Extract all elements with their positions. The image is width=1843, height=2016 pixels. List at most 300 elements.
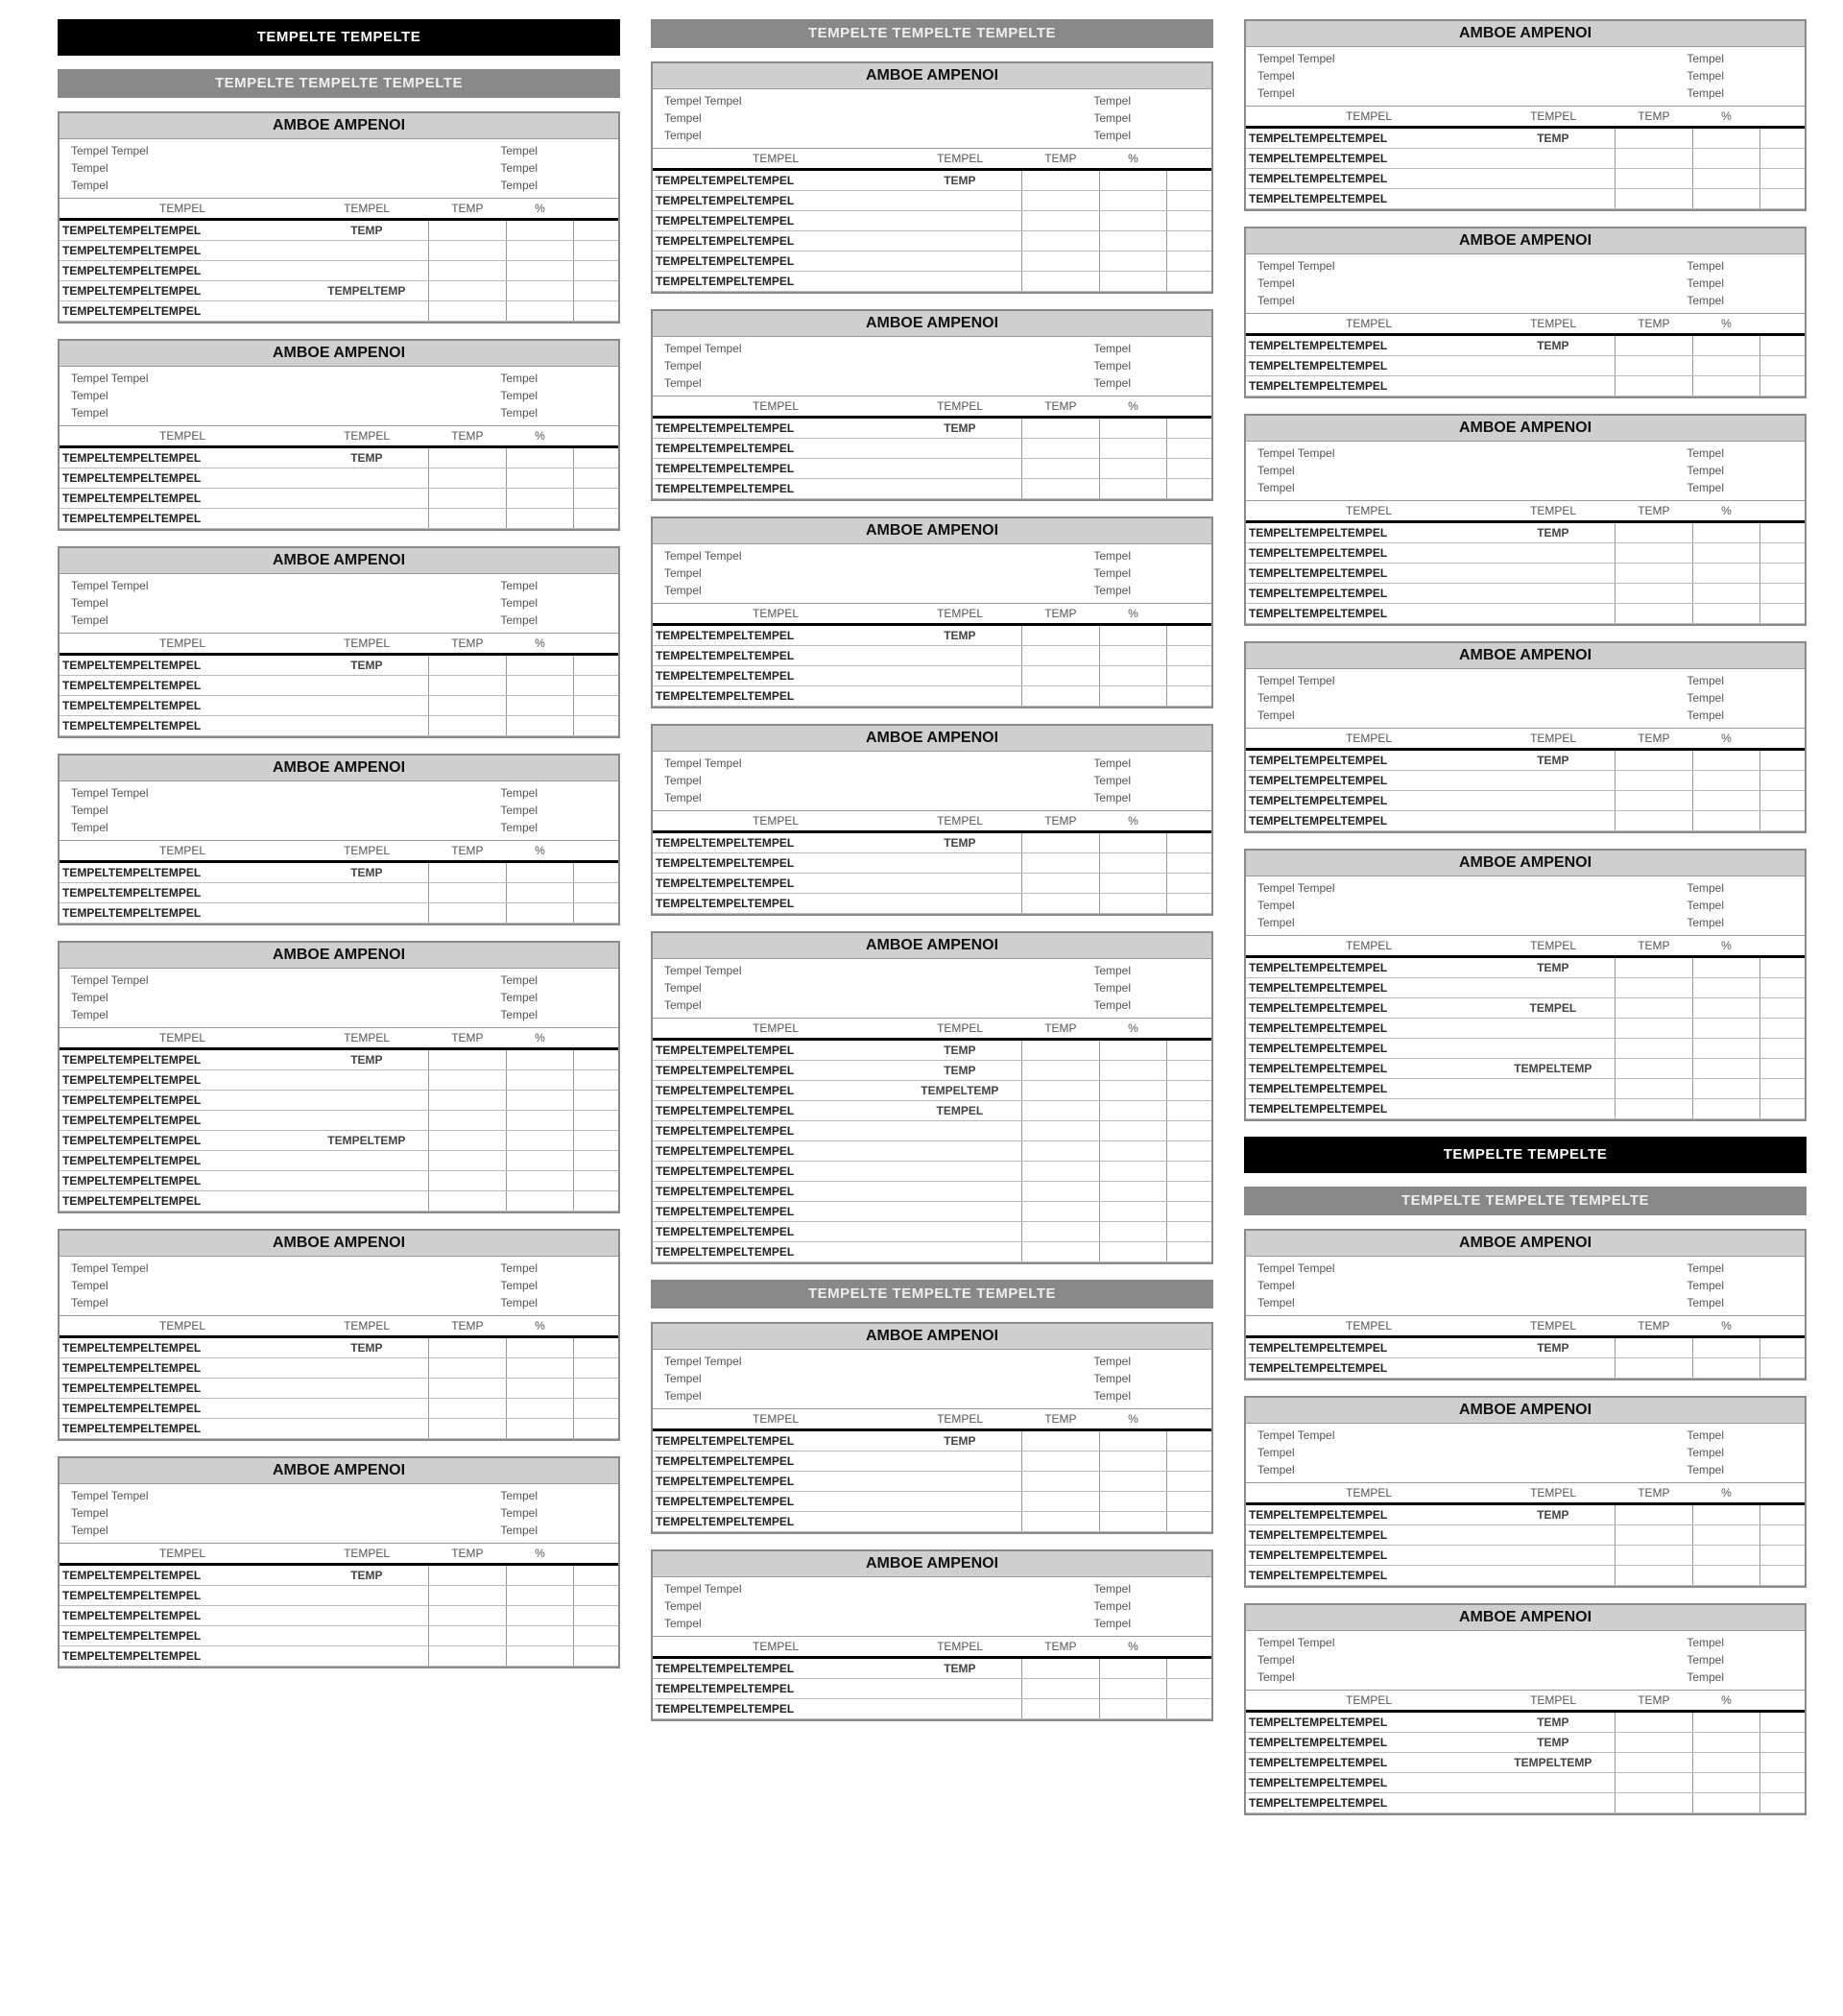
vote-percent bbox=[1693, 1358, 1760, 1379]
diff-value bbox=[1759, 1358, 1805, 1379]
stat-label: Tempel bbox=[1687, 446, 1724, 460]
vote-count bbox=[1021, 170, 1099, 191]
vote-count bbox=[428, 1191, 506, 1212]
table-header-row bbox=[653, 1637, 1211, 1658]
column-header: TEMPEL bbox=[1246, 1691, 1492, 1712]
vote-percent bbox=[1693, 1566, 1760, 1586]
candidate-name: TEMPELTEMPELTEMPEL bbox=[653, 1162, 898, 1182]
candidate-name: TEMPELTEMPELTEMPEL bbox=[1246, 584, 1492, 604]
party-name bbox=[305, 261, 428, 281]
vote-percent bbox=[1100, 439, 1167, 459]
summary-stats bbox=[60, 781, 618, 840]
diff-value bbox=[1166, 1121, 1211, 1141]
stat-label: Tempel bbox=[1687, 674, 1724, 687]
vote-percent bbox=[1693, 376, 1760, 396]
candidate-name: TEMPELTEMPELTEMPEL bbox=[60, 1131, 305, 1151]
panel-title: AMBOE AMPENOI bbox=[1246, 1398, 1805, 1424]
stat-value bbox=[1144, 996, 1202, 1014]
diff-value bbox=[1166, 1430, 1211, 1452]
table-row bbox=[653, 1492, 1211, 1512]
column-header bbox=[573, 426, 618, 447]
diff-value bbox=[1166, 479, 1211, 499]
column-header: TEMP bbox=[1615, 729, 1692, 750]
results-panel bbox=[651, 61, 1213, 294]
table-row bbox=[653, 1040, 1211, 1061]
vote-count bbox=[428, 1646, 506, 1667]
candidate-name: TEMPELTEMPELTEMPEL bbox=[653, 853, 898, 874]
vote-percent bbox=[1100, 1658, 1167, 1679]
diff-value bbox=[1166, 853, 1211, 874]
vote-percent bbox=[507, 447, 574, 468]
stat-row bbox=[1257, 275, 1795, 292]
party-name bbox=[1492, 189, 1615, 209]
table-header-row bbox=[653, 149, 1211, 170]
party-name bbox=[898, 479, 1021, 499]
diff-value bbox=[1166, 191, 1211, 211]
summary-stats bbox=[1246, 1257, 1805, 1315]
vote-percent bbox=[1693, 543, 1760, 564]
column-header: TEMP bbox=[428, 1316, 506, 1337]
stat-row bbox=[1257, 67, 1795, 84]
candidate-name: TEMPELTEMPELTEMPEL bbox=[1246, 149, 1492, 169]
stat-label: Tempel bbox=[1257, 1670, 1295, 1684]
results-table bbox=[1246, 313, 1805, 396]
stat-row bbox=[1257, 1277, 1795, 1294]
vote-count bbox=[1615, 1733, 1692, 1753]
party-name bbox=[305, 241, 428, 261]
vote-percent bbox=[507, 468, 574, 489]
stat-label: Tempel bbox=[500, 179, 538, 192]
stat-value bbox=[205, 802, 292, 819]
column-header: % bbox=[1100, 396, 1167, 418]
stat-row bbox=[664, 109, 1202, 127]
candidate-name: TEMPELTEMPELTEMPEL bbox=[60, 1358, 305, 1379]
column-header: TEMPEL bbox=[305, 634, 428, 655]
diff-value bbox=[1166, 666, 1211, 686]
diff-value bbox=[1166, 1452, 1211, 1472]
stat-label: Tempel bbox=[500, 1261, 538, 1275]
party-name bbox=[305, 468, 428, 489]
stat-value bbox=[799, 996, 885, 1014]
party-name: TEMP bbox=[1492, 750, 1615, 771]
stat-label: Tempel bbox=[664, 1372, 702, 1385]
table-row bbox=[653, 439, 1211, 459]
stat-label: Tempel bbox=[1093, 1599, 1131, 1613]
column-header: % bbox=[1693, 1691, 1760, 1712]
column-header: TEMPEL bbox=[1492, 501, 1615, 522]
party-name bbox=[305, 1379, 428, 1399]
diff-value bbox=[1759, 1079, 1805, 1099]
table-row bbox=[1246, 957, 1805, 978]
diff-value bbox=[1759, 522, 1805, 543]
summary-stats bbox=[653, 544, 1211, 603]
stat-label: Tempel Tempel bbox=[1257, 446, 1335, 460]
stat-value bbox=[205, 1504, 292, 1522]
table-row bbox=[1246, 811, 1805, 831]
stat-label: Tempel bbox=[1257, 708, 1295, 722]
stat-value bbox=[1392, 292, 1478, 309]
stat-value bbox=[551, 802, 609, 819]
stat-label: Tempel bbox=[1257, 1446, 1295, 1459]
party-name bbox=[1492, 1079, 1615, 1099]
stat-value bbox=[1737, 672, 1795, 689]
stat-label: Tempel Tempel bbox=[71, 372, 149, 385]
vote-count bbox=[1615, 522, 1692, 543]
stat-row bbox=[71, 1504, 609, 1522]
table-header-row bbox=[60, 1544, 618, 1565]
diff-value bbox=[1759, 1525, 1805, 1546]
vote-count bbox=[428, 281, 506, 301]
summary-stats bbox=[60, 574, 618, 633]
table-row bbox=[653, 170, 1211, 191]
table-row bbox=[1246, 1079, 1805, 1099]
table-row bbox=[1246, 1773, 1805, 1793]
party-name bbox=[1492, 978, 1615, 998]
party-name bbox=[898, 272, 1021, 292]
stat-label: Tempel bbox=[664, 774, 702, 787]
results-panel bbox=[651, 724, 1213, 916]
candidate-name: TEMPELTEMPELTEMPEL bbox=[60, 1419, 305, 1439]
summary-stats bbox=[60, 969, 618, 1027]
stat-value bbox=[551, 387, 609, 404]
stat-value bbox=[551, 784, 609, 802]
stat-label: Tempel bbox=[500, 786, 538, 800]
stat-row bbox=[664, 996, 1202, 1014]
results-table bbox=[1246, 106, 1805, 209]
column-header: TEMP bbox=[1615, 936, 1692, 957]
stat-label: Tempel bbox=[71, 389, 108, 402]
vote-count bbox=[1021, 1472, 1099, 1492]
party-name bbox=[1492, 1525, 1615, 1546]
column-header: % bbox=[507, 1316, 574, 1337]
diff-value bbox=[1759, 1039, 1805, 1059]
stat-label: Tempel bbox=[1687, 464, 1724, 477]
stat-value bbox=[799, 582, 885, 599]
results-table bbox=[1246, 1690, 1805, 1813]
vote-percent bbox=[1693, 1753, 1760, 1773]
vote-count bbox=[1021, 1679, 1099, 1699]
stat-value bbox=[1144, 564, 1202, 582]
vote-percent bbox=[1100, 252, 1167, 272]
table-row bbox=[60, 1337, 618, 1358]
candidate-name: TEMPELTEMPELTEMPEL bbox=[1246, 1733, 1492, 1753]
diff-value bbox=[1166, 211, 1211, 231]
diff-value bbox=[1166, 1699, 1211, 1719]
candidate-name: TEMPELTEMPELTEMPEL bbox=[1246, 169, 1492, 189]
table-row bbox=[60, 1070, 618, 1091]
diff-value bbox=[1759, 1793, 1805, 1813]
column-header: TEMPEL bbox=[1246, 107, 1492, 128]
vote-percent bbox=[1693, 604, 1760, 624]
stat-value bbox=[205, 612, 292, 629]
party-name bbox=[305, 1171, 428, 1191]
party-name bbox=[305, 1626, 428, 1646]
party-name bbox=[898, 1182, 1021, 1202]
vote-count bbox=[1021, 1101, 1099, 1121]
diff-value bbox=[1759, 978, 1805, 998]
diff-value bbox=[1166, 418, 1211, 439]
stat-row bbox=[71, 1487, 609, 1504]
table-row bbox=[60, 862, 618, 883]
vote-percent bbox=[1693, 750, 1760, 771]
vote-count bbox=[428, 1171, 506, 1191]
results-panel bbox=[58, 339, 620, 531]
candidate-name: TEMPELTEMPELTEMPEL bbox=[653, 874, 898, 894]
table-row bbox=[653, 853, 1211, 874]
diff-value bbox=[573, 1399, 618, 1419]
stat-row bbox=[71, 802, 609, 819]
diff-value bbox=[573, 655, 618, 676]
results-table bbox=[653, 603, 1211, 707]
table-row bbox=[653, 1242, 1211, 1262]
party-name bbox=[898, 894, 1021, 914]
table-row bbox=[1246, 169, 1805, 189]
column-header: TEMPEL bbox=[653, 149, 898, 170]
candidate-name: TEMPELTEMPELTEMPEL bbox=[1246, 957, 1492, 978]
stat-value bbox=[551, 142, 609, 159]
vote-count bbox=[1615, 356, 1692, 376]
vote-percent bbox=[1693, 957, 1760, 978]
table-row bbox=[1246, 584, 1805, 604]
party-name bbox=[1492, 584, 1615, 604]
vote-percent bbox=[1100, 853, 1167, 874]
candidate-name: TEMPELTEMPELTEMPEL bbox=[60, 220, 305, 241]
stat-value bbox=[205, 1277, 292, 1294]
party-name bbox=[1492, 811, 1615, 831]
diff-value bbox=[1166, 1101, 1211, 1121]
party-name: TEMP bbox=[305, 1049, 428, 1070]
vote-count bbox=[1021, 1182, 1099, 1202]
stat-value bbox=[205, 159, 292, 177]
stat-value bbox=[1737, 275, 1795, 292]
candidate-name: TEMPELTEMPELTEMPEL bbox=[60, 696, 305, 716]
stat-value bbox=[1392, 67, 1478, 84]
party-name bbox=[305, 1646, 428, 1667]
vote-count bbox=[1021, 874, 1099, 894]
table-row bbox=[60, 241, 618, 261]
diff-value bbox=[573, 1337, 618, 1358]
table-row bbox=[1246, 522, 1805, 543]
diff-value bbox=[1166, 272, 1211, 292]
summary-stats bbox=[653, 89, 1211, 148]
vote-count bbox=[1021, 686, 1099, 707]
stat-label: Tempel bbox=[1093, 1617, 1131, 1630]
vote-count bbox=[428, 1565, 506, 1586]
stat-row bbox=[71, 784, 609, 802]
vote-percent bbox=[1100, 1242, 1167, 1262]
section-banner: TEMPELTE TEMPELTE TEMPELTE bbox=[651, 1280, 1213, 1308]
vote-count bbox=[1615, 1712, 1692, 1733]
vote-percent bbox=[1100, 418, 1167, 439]
stat-label: Tempel bbox=[1257, 1279, 1295, 1292]
candidate-name: TEMPELTEMPELTEMPEL bbox=[653, 625, 898, 646]
column-header: TEMP bbox=[1615, 1316, 1692, 1337]
summary-stats bbox=[1246, 47, 1805, 106]
diff-value bbox=[1759, 957, 1805, 978]
stat-label: Tempel Tempel bbox=[1257, 52, 1335, 65]
vote-count bbox=[1021, 459, 1099, 479]
section-banner: TEMPELTE TEMPELTE TEMPELTE bbox=[651, 19, 1213, 48]
stat-row bbox=[1257, 879, 1795, 897]
results-panel bbox=[1244, 1396, 1807, 1588]
candidate-name: TEMPELTEMPELTEMPEL bbox=[653, 666, 898, 686]
vote-percent bbox=[1693, 791, 1760, 811]
results-table bbox=[60, 1027, 618, 1212]
party-name bbox=[1492, 1039, 1615, 1059]
vote-count bbox=[428, 220, 506, 241]
stat-value bbox=[1144, 979, 1202, 996]
results-panel bbox=[1244, 227, 1807, 398]
summary-stats bbox=[1246, 254, 1805, 313]
table-row bbox=[1246, 1019, 1805, 1039]
vote-count bbox=[1021, 272, 1099, 292]
candidate-name: TEMPELTEMPELTEMPEL bbox=[653, 1492, 898, 1512]
candidate-name: TEMPELTEMPELTEMPEL bbox=[60, 301, 305, 322]
candidate-name: TEMPELTEMPELTEMPEL bbox=[60, 1379, 305, 1399]
vote-count bbox=[1615, 564, 1692, 584]
vote-percent bbox=[1693, 1733, 1760, 1753]
candidate-name: TEMPELTEMPELTEMPEL bbox=[1246, 1566, 1492, 1586]
stat-value bbox=[1144, 1580, 1202, 1597]
vote-percent bbox=[1693, 128, 1760, 149]
stat-value bbox=[1144, 1387, 1202, 1404]
vote-percent bbox=[507, 1070, 574, 1091]
column-header: TEMPEL bbox=[1492, 729, 1615, 750]
candidate-name: TEMPELTEMPELTEMPEL bbox=[653, 252, 898, 272]
results-table bbox=[60, 633, 618, 736]
stat-value bbox=[799, 1387, 885, 1404]
diff-value bbox=[1759, 356, 1805, 376]
table-row bbox=[653, 1222, 1211, 1242]
candidate-name: TEMPELTEMPELTEMPEL bbox=[1246, 564, 1492, 584]
candidate-name: TEMPELTEMPELTEMPEL bbox=[1246, 1358, 1492, 1379]
stat-row bbox=[71, 1277, 609, 1294]
candidate-name: TEMPELTEMPELTEMPEL bbox=[653, 1699, 898, 1719]
stat-label: Tempel bbox=[500, 406, 538, 420]
table-row bbox=[1246, 604, 1805, 624]
vote-count bbox=[428, 1049, 506, 1070]
candidate-name: TEMPELTEMPELTEMPEL bbox=[60, 716, 305, 736]
stat-value bbox=[1392, 672, 1478, 689]
vote-count bbox=[1615, 376, 1692, 396]
stat-value bbox=[799, 789, 885, 806]
vote-count bbox=[428, 1586, 506, 1606]
panel-title: AMBOE AMPENOI bbox=[1246, 643, 1805, 669]
diff-value bbox=[573, 1070, 618, 1091]
table-header-row bbox=[1246, 729, 1805, 750]
table-row bbox=[1246, 998, 1805, 1019]
results-panel bbox=[1244, 19, 1807, 211]
column-header: TEMPEL bbox=[60, 841, 305, 862]
stat-row bbox=[664, 1597, 1202, 1615]
column-header: TEMP bbox=[1021, 149, 1099, 170]
vote-count bbox=[428, 1626, 506, 1646]
stat-value bbox=[799, 962, 885, 979]
diff-value bbox=[573, 261, 618, 281]
party-name bbox=[1492, 1546, 1615, 1566]
table-row bbox=[653, 1699, 1211, 1719]
stat-label: Tempel bbox=[500, 821, 538, 834]
summary-stats bbox=[653, 959, 1211, 1018]
vote-percent bbox=[1100, 272, 1167, 292]
vote-count bbox=[428, 883, 506, 903]
table-row bbox=[653, 1101, 1211, 1121]
vote-percent bbox=[507, 1131, 574, 1151]
stat-row bbox=[664, 1370, 1202, 1387]
column-header bbox=[1759, 314, 1805, 335]
candidate-name: TEMPELTEMPELTEMPEL bbox=[60, 1091, 305, 1111]
vote-count bbox=[428, 716, 506, 736]
panel-title: AMBOE AMPENOI bbox=[60, 1458, 618, 1484]
candidate-name: TEMPELTEMPELTEMPEL bbox=[1246, 791, 1492, 811]
vote-count bbox=[1615, 1504, 1692, 1525]
party-name: TEMP bbox=[898, 1061, 1021, 1081]
candidate-name: TEMPELTEMPELTEMPEL bbox=[60, 281, 305, 301]
column-header: TEMPEL bbox=[305, 199, 428, 220]
stat-label: Tempel bbox=[664, 111, 702, 125]
candidate-name: TEMPELTEMPELTEMPEL bbox=[653, 1081, 898, 1101]
vote-percent bbox=[1100, 191, 1167, 211]
stat-value bbox=[1392, 1444, 1478, 1461]
stat-label: Tempel bbox=[1257, 899, 1295, 912]
column-header: TEMPEL bbox=[898, 149, 1021, 170]
column-header bbox=[1166, 1637, 1211, 1658]
vote-count bbox=[1021, 1658, 1099, 1679]
table-row bbox=[653, 479, 1211, 499]
candidate-name: TEMPELTEMPELTEMPEL bbox=[653, 479, 898, 499]
table-row bbox=[653, 1452, 1211, 1472]
column-header bbox=[573, 1316, 618, 1337]
diff-value bbox=[1759, 998, 1805, 1019]
vote-count bbox=[1021, 1512, 1099, 1532]
table-row bbox=[1246, 1358, 1805, 1379]
stat-value bbox=[799, 127, 885, 144]
vote-count bbox=[1615, 604, 1692, 624]
table-row bbox=[1246, 791, 1805, 811]
column-header bbox=[1166, 1019, 1211, 1040]
table-row bbox=[60, 1379, 618, 1399]
column-header: TEMPEL bbox=[653, 1409, 898, 1430]
vote-count bbox=[1021, 1040, 1099, 1061]
section-banner: TEMPELTE TEMPELTE bbox=[58, 19, 620, 56]
table-row bbox=[653, 1162, 1211, 1182]
stat-value bbox=[799, 92, 885, 109]
table-header-row bbox=[60, 1028, 618, 1049]
party-name bbox=[305, 1606, 428, 1626]
party-name: TEMP bbox=[1492, 1337, 1615, 1358]
column-header bbox=[1759, 729, 1805, 750]
vote-count bbox=[1021, 1699, 1099, 1719]
stat-value bbox=[1144, 109, 1202, 127]
party-name: TEMP bbox=[305, 220, 428, 241]
stat-value bbox=[551, 1487, 609, 1504]
table-row bbox=[653, 211, 1211, 231]
column-header: TEMP bbox=[428, 841, 506, 862]
column-header: % bbox=[1693, 1483, 1760, 1504]
stat-value bbox=[551, 1294, 609, 1311]
stat-label: Tempel bbox=[664, 584, 702, 597]
candidate-name: TEMPELTEMPELTEMPEL bbox=[60, 1337, 305, 1358]
stat-label: Tempel bbox=[1257, 1463, 1295, 1476]
stat-label: Tempel bbox=[1093, 791, 1131, 804]
summary-stats bbox=[653, 752, 1211, 810]
stat-row bbox=[71, 972, 609, 989]
column-header: TEMPEL bbox=[653, 1637, 898, 1658]
party-name bbox=[898, 1242, 1021, 1262]
panel-title: AMBOE AMPENOI bbox=[653, 1324, 1211, 1350]
stat-value bbox=[1737, 689, 1795, 707]
stat-label: Tempel bbox=[664, 359, 702, 372]
